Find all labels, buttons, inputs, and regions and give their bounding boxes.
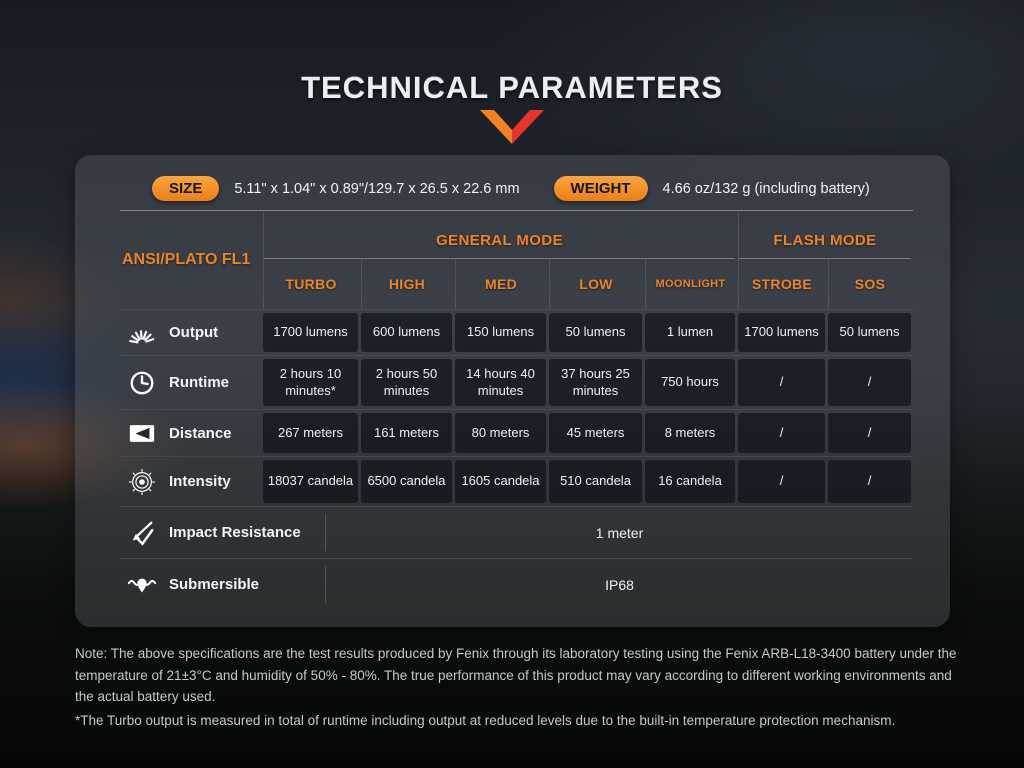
droplet-icon (126, 575, 158, 595)
cell-intensity-strobe: / (738, 460, 825, 503)
note-turbo: *The Turbo output is measured in total of runtime including output at reduced levels due to the built-in temperature protection mechanism. (75, 712, 896, 728)
col-header-low: LOW (549, 259, 642, 309)
cell-runtime-sos: / (828, 359, 911, 406)
table-row-impact-resistance (120, 506, 913, 558)
cell-distance-med: 80 meters (455, 413, 546, 453)
cell-output-moonlight: 1 lumen (645, 313, 735, 352)
row-label-impact-resistance (120, 507, 325, 558)
cell-distance-low: 45 meters (549, 413, 642, 453)
chevron-down-icon (480, 110, 544, 144)
cell-runtime-strobe: / (738, 359, 825, 406)
note-main: Note: The above specifications are the test results produced by Fenix through its laboratory testing using the Fenix ARB-L18-3400 battery under the temperature of 21±3°C and humidity of 50% - 80%. The true performance of this product may vary according to different working environments and the actual battery used. (75, 646, 957, 704)
row-label-runtime (120, 359, 260, 406)
cell-output-strobe: 1700 lumens (738, 313, 825, 352)
sunburst-icon (126, 321, 158, 345)
col-header-strobe: STROBE (738, 259, 825, 309)
cell-distance-sos: / (828, 413, 911, 453)
cell-output-med: 150 lumens (455, 313, 546, 352)
cell-distance-high: 161 meters (361, 413, 452, 453)
clock-icon (126, 369, 158, 397)
cell-intensity-turbo: 18037 candela (263, 460, 358, 503)
table-row-submersible (120, 558, 913, 610)
row-label-text: Submersible (169, 576, 260, 593)
cell-intensity-moonlight: 16 candela (645, 460, 735, 503)
spec-panel (75, 155, 950, 627)
cell-output-sos: 50 lumens (828, 313, 911, 352)
row-label-text: Output (169, 324, 219, 341)
cell-runtime-high: 2 hours 50 minutes (361, 359, 452, 406)
target-icon (126, 468, 158, 496)
ansi-plato-label: ANSI/PLATO FL1 (122, 251, 251, 268)
col-header-high: HIGH (361, 259, 452, 309)
cell-runtime-turbo: 2 hours 10 minutes* (263, 359, 358, 406)
row-label-text: Impact Resistance (169, 524, 301, 541)
col-header-sos: SOS (828, 259, 911, 309)
cell-intensity-sos: / (828, 460, 911, 503)
page-title-text: TECHNICAL PARAMETERS (301, 70, 723, 105)
col-header-moonlight: MOONLIGHT (645, 259, 735, 309)
beam-icon (126, 423, 158, 444)
page-title (0, 70, 1024, 106)
row-label-submersible (120, 559, 325, 610)
cell-intensity-high: 6500 candela (361, 460, 452, 503)
weight-value: 4.66 oz/132 g (including battery) (662, 180, 870, 197)
cell-intensity-med: 1605 candela (455, 460, 546, 503)
col-header-med: MED (455, 259, 546, 309)
cell-intensity-low: 510 candela (549, 460, 642, 503)
row-label-text: Runtime (169, 374, 229, 391)
row-label-intensity (120, 460, 260, 503)
weight-badge: WEIGHT (554, 176, 648, 201)
table-row-runtime (120, 355, 913, 409)
cell-runtime-med: 14 hours 40 minutes (455, 359, 546, 406)
row-label-text: Intensity (169, 473, 231, 490)
col-header-turbo: TURBO (263, 259, 358, 309)
flash-mode-header: FLASH MODE (738, 211, 911, 259)
row-label-output (120, 313, 260, 352)
cell-distance-turbo: 267 meters (263, 413, 358, 453)
cell-output-low: 50 lumens (549, 313, 642, 352)
size-badge: SIZE (152, 176, 219, 201)
table-row-intensity (120, 456, 913, 506)
general-mode-header: GENERAL MODE (263, 211, 735, 259)
impact-icon (126, 519, 158, 547)
table-row-output (120, 309, 913, 355)
cell-runtime-moonlight: 750 hours (645, 359, 735, 406)
row-label-distance (120, 413, 260, 453)
row-label-text: Distance (169, 424, 232, 442)
cell-output-turbo: 1700 lumens (263, 313, 358, 352)
cell-runtime-low: 37 hours 25 minutes (549, 359, 642, 406)
size-value: 5.11" x 1.04" x 0.89"/129.7 x 26.5 x 22.6 mm (234, 180, 520, 197)
cell-distance-strobe: / (738, 413, 825, 453)
table-row-distance (120, 409, 913, 456)
cell-submersible-value: IP68 (605, 576, 634, 593)
table-header (120, 211, 913, 309)
cell-distance-moonlight: 8 meters (645, 413, 735, 453)
footnotes (75, 643, 968, 731)
cell-impact-resistance-value: 1 meter (595, 524, 644, 541)
size-weight-row (120, 167, 913, 211)
cell-output-high: 600 lumens (361, 313, 452, 352)
